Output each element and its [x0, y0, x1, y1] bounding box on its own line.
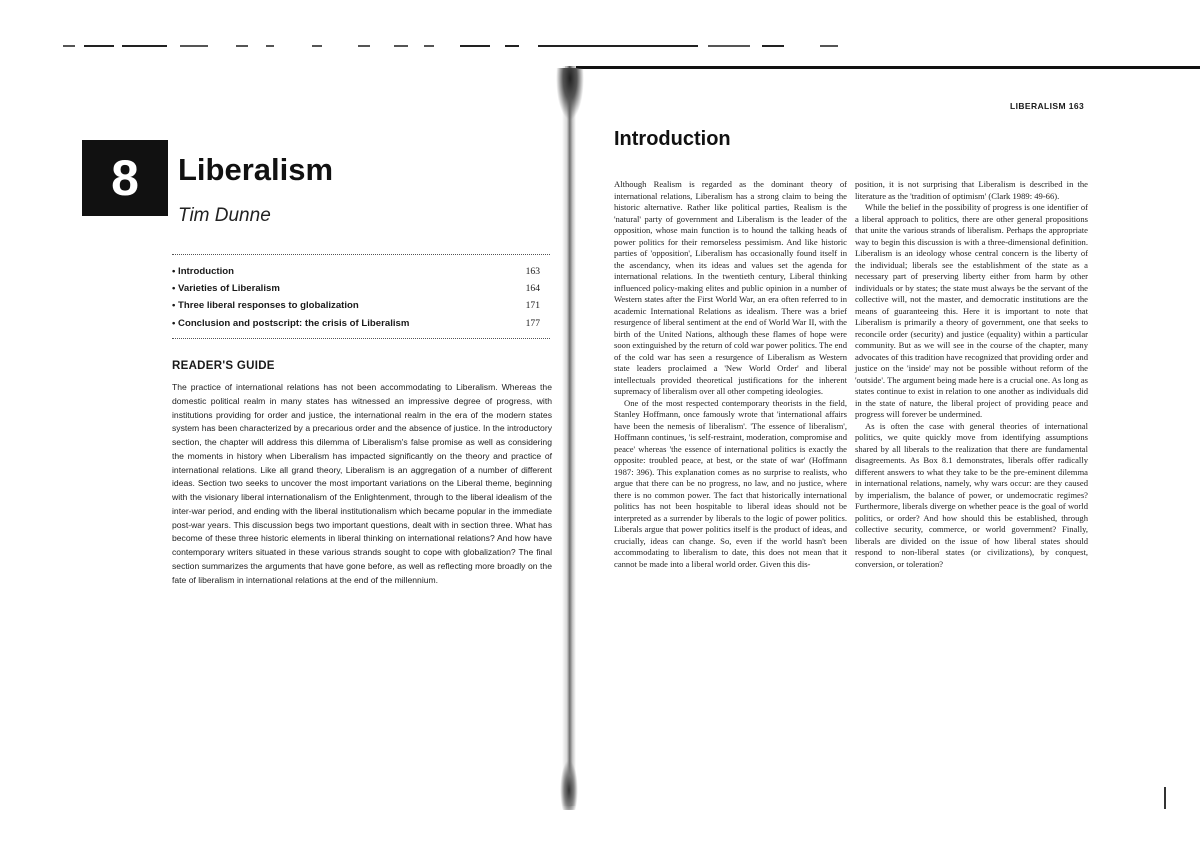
chapter-author: Tim Dunne — [178, 205, 271, 226]
toc-item[interactable] — [172, 315, 550, 332]
readers-guide-title: READER'S GUIDE — [172, 360, 275, 372]
toc-item-label: • Introduction — [172, 263, 234, 280]
spine-bottom-shadow — [560, 760, 578, 810]
header-rule — [565, 66, 1200, 69]
toc-top-rule — [172, 254, 550, 255]
chapter-number-box: 8 — [82, 140, 168, 216]
toc-item-label: • Varieties of Liberalism — [172, 280, 280, 297]
toc-item-page: 163 — [525, 266, 540, 277]
readers-guide-body: The practice of international relations has not been accommodating to Liberalism. Whereas the domestic political realm in many states has witnessed an impressive degree of progress, with institutions providing for order and justice, the international realm in the era of the modern states system has been characterized by a precarious order and the absence of justice. In the introductory section, the chapter will address this dilemma of Liberalism's false promise as well as considering the moments in history when Liberalism has impacted significantly on the theory and practice of international relations. Like all grand theory, Liberalism is an aggregation of a number of different ideas. Section two seeks to uncover the most important variations on the Liberal theme, beginning with the visionary liberal internationalism of the Enlightenment, through to the liberal idealism of the inter-war period, and ending with the liberal institutionalism which became popular in the immediate post-war years. This discussion begs two important questions, dealt with in section three. What has become of these three historic elements in liberal thinking on international relations? And how have contemporary writers situated in these various strands sought to cope with globalization? The final section summarizes the arguments that have gone before, as well as reflecting more broadly on the fate of liberalism in international relations at the end of the millennium. — [172, 382, 552, 585]
paragraph: As is often the case with general theories of international politics, we quite quickly move from identifying assumptions shared by all liberals to the realization that there are fundamental disagreements. As Box 8.1 demonstrates, liberals offer radically different answers to what they take to be the pre-eminent dilemma in international relations, namely, why wars occur: are they caused by imperialism, the balance of power, or undemocratic regimes? Furthermore, liberals diverge on whether peace is the goal of world politics, or order? And how should this be established, through collective security, commerce, or world government? Finally, liberals are divided on the issue of how liberal states should respond to non-liberal states (or civilizations), by conquest, conversion, or toleration? — [855, 420, 1088, 569]
paragraph: One of the most respected contemporary theorists in the field, Stanley Hoffmann, once famously wrote that 'international affairs have been the nemesis of liberalism'. 'The essence of liberalism', Hoffmann continues, 'is self-restraint, moderation, compromise and peace' whereas 'the essence of international politics is exactly the opposite: troubled peace, at best, or the state of war' (Hoffmann 1987: 396). This explanation comes as no surprise to realists, who argue that there can be no progress, no law, and no justice, where there is no common power. The fact that historically international politics has not been hospitable to liberal ideas should not be interpreted as a surrender by liberals to the logic of power politics. Liberals argue that power politics itself is the product of ideas, and crucially, ideas can change. So, even if the world hasn't been accommodating to liberalism to date, this does not mean that it cannot be made into a liberal world order. Given this dis- — [614, 397, 847, 569]
paragraph: Although Realism is regarded as the dominant theory of international relations, Liberalism has a strong claim to being the historic alternative. Rather like political parties, Realism is the 'natural' party of government and Liberalism is the leader of the opposition, whose main function is to hound the talking heads of power politics for their remorseless pessimism. And like historic parties of 'opposition', Liberalism has occasionally found itself in the ascendancy, when its ideas and values set the agenda for international relations. In the twentieth century, Liberal thinking influenced policy-making elites and public opinion in a number of Western states after the First World War, an era often referred to in academic International Relations as idealism. There was a brief resurgence of liberal sentiment at the end of World War II, with the birth of the United Nations, although these flames of hope were soon extinguished by the return of cold war power politics. The end of the cold war has seen a resurgence of Liberalism as Western state leaders proclaimed a 'New World Order' and liberal intellectuals provided theoretical justifications for the inherent supremacy of liberalism over all other competing ideologies. — [614, 179, 847, 396]
toc-bottom-rule — [172, 338, 550, 339]
toc-item-page: 164 — [525, 283, 540, 295]
spine-top-shadow — [556, 68, 584, 120]
text-column-left — [614, 179, 847, 570]
section-heading: Introduction — [614, 128, 731, 150]
toc-item-page: 171 — [525, 300, 540, 312]
toc-item[interactable] — [172, 280, 550, 297]
toc-item-label: • Conclusion and postscript: the crisis of Liberalism — [172, 315, 409, 332]
paragraph: While the belief in the possibility of progress is one identifier of a liberal approach to politics, there are other general propositions that unite the various strands of liberalism. Perhaps the appropriate way to begin this discussion is with a three-dimensional definition. Liberalism is an ideology whose central concern is the liberty of the individual; liberals see the establishment of the state as a necessary part of preserving liberty either from harm by other individuals or by states; the state must always be the servant of the collective will, not the master, and democratic institutions are the means of guaranteeing this. Here it is important to note that Liberalism is primarily a theory of government, one that seeks to reconcile order (security) and justice (equality) within a particular community. But as we will see in the course of the chapter, many advocates of this tradition have recognized that providing order and justice on the 'inside' may not be possible without reform of the 'outside'. The argument being made here is a crucial one. As long as states continue to exist in relation to one another as individuals did in the state of nature, the liberal project of providing peace and progress will forever be undermined. — [855, 202, 1088, 419]
running-head: LIBERALISM 163 — [1010, 101, 1085, 111]
book-spine-shadow — [562, 66, 576, 806]
toc-item[interactable] — [172, 297, 550, 314]
scan-edge-dashes — [0, 0, 1200, 70]
toc-item-label: • Three liberal responses to globalization — [172, 297, 359, 314]
toc-item-page: 177 — [525, 317, 540, 329]
text-column-right — [855, 179, 1088, 570]
margin-mark — [1164, 787, 1166, 809]
chapter-title: Liberalism — [178, 152, 334, 187]
toc-item[interactable] — [172, 263, 550, 280]
chapter-contents — [172, 263, 550, 332]
paragraph: position, it is not surprising that Liberalism is described in the literature as the 'tradition of optimism' (Clark 1989: 49-66). — [855, 179, 1088, 201]
